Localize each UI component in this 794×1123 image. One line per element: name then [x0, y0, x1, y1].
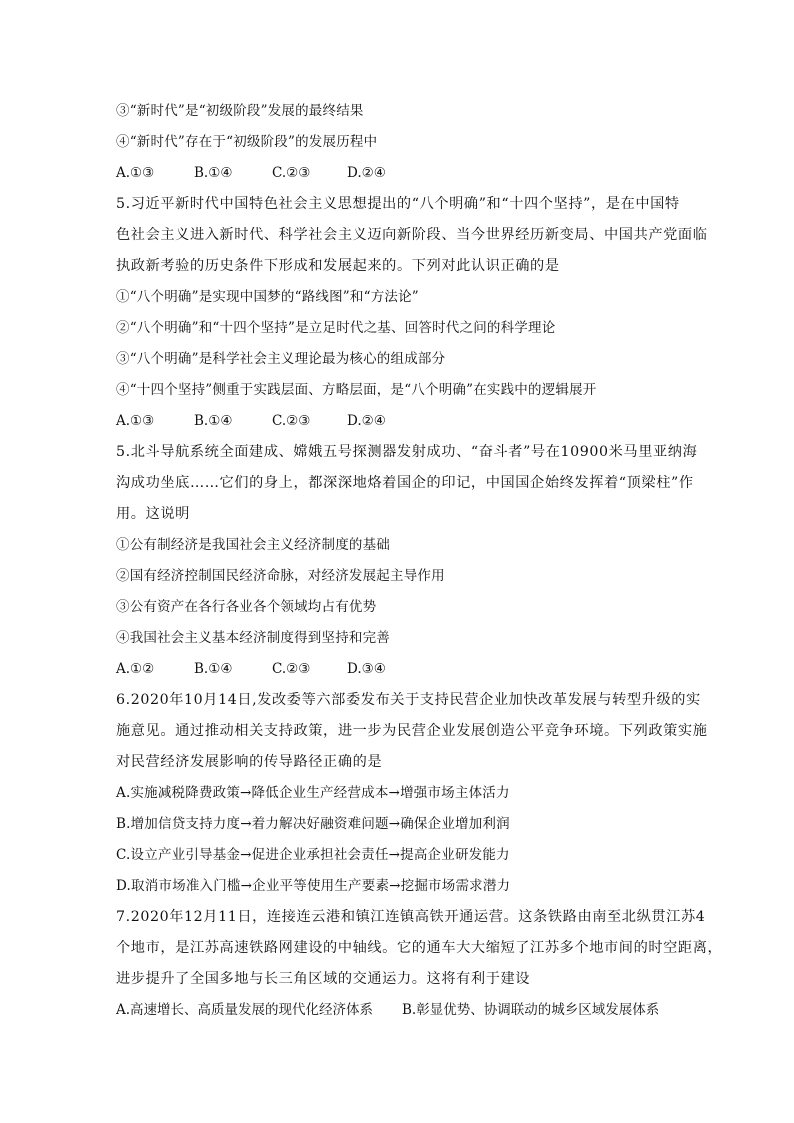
q4-option-b: B.①④	[194, 165, 233, 181]
q5b-stem-line: 沟成功坐底……它们的身上，都深深地烙着国企的印记，中国国企始终发挥着“顶梁柱”作	[116, 475, 694, 491]
q7-stem	[116, 902, 723, 995]
q5a-item-4: ④“十四个坚持”侧重于实践层面、方略层面，是“八个明确”在实践中的逻辑展开	[116, 382, 597, 398]
q4-option-c: C.②③	[272, 165, 311, 181]
q5a-stem-line: 执政新考验的历史条件下形成和发展起来的。下列对此认识正确的是	[116, 258, 560, 274]
q5a-option-c: C.②③	[272, 413, 311, 429]
q5a-stem	[116, 189, 708, 282]
q6-stem	[116, 685, 708, 778]
q6-choice-c: C.设立产业引导基金→促进企业承担社会责任→提高企业研发能力	[116, 847, 510, 863]
q5b-item-1: ①公有制经济是我国社会主义经济制度的基础	[116, 537, 390, 553]
q6-stem-line: 对民营经济发展影响的传导路径正确的是	[116, 754, 383, 770]
q5a-item-1: ①“八个明确”是实现中国梦的“路线图”和“方法论”	[116, 289, 419, 305]
q7-stem-line: 7.2020年12月11日，连接连云港和镇江连镇高铁开通运营。这条铁路由南至北纵贯江苏4	[116, 909, 706, 925]
q6-choice-b: B.增加信贷支持力度→着力解决好融资难问题→确保企业增加利润	[116, 816, 510, 832]
exam-page	[116, 96, 723, 1026]
q5a-options	[116, 406, 684, 437]
q4-options	[116, 158, 684, 189]
q7-stem-line: 进步提升了全国多地与长三角区域的交通运力。这将有利于建设	[116, 971, 531, 987]
q5b-item-4: ④我国社会主义基本经济制度得到坚持和完善	[116, 630, 390, 646]
q7-choice-a: A.高速增长、高质量发展的现代化经济体系	[116, 1002, 374, 1018]
q4-item-4: ④“新时代”存在于“初级阶段”的发展历程中	[116, 134, 378, 150]
q4-item-3: ③“新时代”是“初级阶段”发展的最终结果	[116, 103, 364, 119]
q5b-option-a: A.①②	[116, 661, 155, 677]
q5a-stem-line: 5.习近平新时代中国特色社会主义思想提出的“八个明确”和“十四个坚持”，是在中国特	[116, 196, 680, 212]
q6-stem-line: 6.2020年10月14日,发改委等六部委发布关于支持民营企业加快改革发展与转型升级的实	[116, 692, 701, 708]
q5b-option-b: B.①④	[194, 661, 233, 677]
q5a-option-b: B.①④	[194, 413, 233, 429]
q5b-stem-line: 用。这说明	[116, 506, 190, 522]
q5b-options	[116, 654, 684, 685]
q5b-item-2: ②国有经济控制国民经济命脉，对经济发展起主导作用	[116, 568, 445, 584]
q6-stem-line: 施意见。通过推动相关支持政策，进一步为民营企业发展创造公平竞争环境。下列政策实施	[116, 723, 708, 739]
q5b-stem	[116, 437, 698, 530]
q6-choice-a: A.实施减税降费政策→降低企业生产经营成本→增强市场主体活力	[116, 785, 510, 801]
q5a-option-d: D.②④	[347, 413, 386, 429]
q5a-item-3: ③“八个明确”是科学社会主义理论最为核心的组成部分	[116, 351, 446, 367]
q5b-option-c: C.②③	[272, 661, 311, 677]
q5b-item-3: ③公有资产在各行各业各个领域均占有优势	[116, 599, 377, 615]
q4-option-d: D.②④	[347, 165, 386, 181]
q5a-option-a: A.①③	[116, 413, 155, 429]
q5a-stem-line: 色社会主义进入新时代、科学社会主义迈向新阶段、当今世界经历新变局、中国共产党面临	[116, 227, 708, 243]
q7-stem-line: 个地市，是江苏高速铁路网建设的中轴线。它的通车大大缩短了江苏多个地市间的时空距离，	[116, 940, 723, 956]
q6-choice-d: D.取消市场准入门槛→企业平等使用生产要素→挖掘市场需求潜力	[116, 878, 511, 894]
q5b-option-d: D.③④	[347, 661, 386, 677]
q4-option-a: A.①③	[116, 165, 155, 181]
q7-choices-ab	[116, 995, 684, 1026]
q7-choice-b: B.彰显优势、协调联动的城乡区域发展体系	[402, 1002, 660, 1018]
q5a-item-2: ②“八个明确”和“十四个坚持”是立足时代之基、回答时代之问的科学理论	[116, 320, 556, 336]
q5b-stem-line: 5.北斗导航系统全面建成、嫦娥五号探测器发射成功、“奋斗者”号在10900米马里亚纳海	[116, 444, 698, 460]
